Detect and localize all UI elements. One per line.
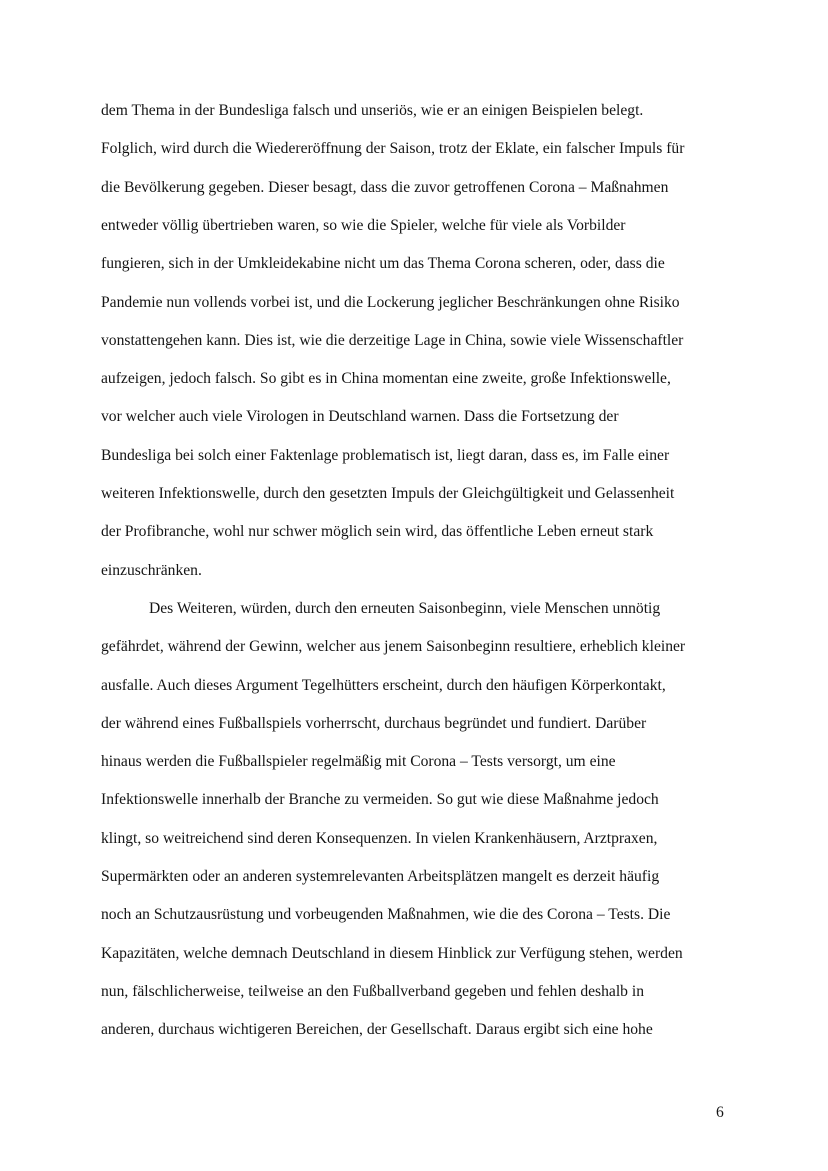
text-line: fungieren, sich in der Umkleidekabine nicht um das Thema Corona scheren, oder, dass die [101, 255, 665, 273]
text-line: Bundesliga bei solch einer Faktenlage problematisch ist, liegt daran, dass es, im Falle einer [101, 446, 670, 464]
text-line: Kapazitäten, welche demnach Deutschland in diesem Hinblick zur Verfügung stehen, werden [101, 944, 683, 962]
text-line: noch an Schutzausrüstung und vorbeugenden Maßnahmen, wie die des Corona – Tests. Die [101, 906, 671, 924]
page-number: 6 [716, 1104, 724, 1121]
text-line: Infektionswelle innerhalb der Branche zu vermeiden. So gut wie diese Maßnahme jedoch [101, 791, 659, 809]
text-line: ausfalle. Auch dieses Argument Tegelhütters erscheint, durch den häufigen Körperkontakt, [101, 676, 666, 694]
text-line: vor welcher auch viele Virologen in Deutschland warnen. Dass die Fortsetzung der [101, 408, 619, 426]
text-line: aufzeigen, jedoch falsch. So gibt es in China momentan eine zweite, große Infektionswelle, [101, 370, 671, 388]
text-line: gefährdet, während der Gewinn, welcher aus jenem Saisonbeginn resultiere, erheblich kleiner [101, 638, 686, 656]
text-line: Pandemie nun vollends vorbei ist, und die Lockerung jeglicher Beschränkungen ohne Risiko [101, 293, 680, 311]
text-line: dem Thema in der Bundesliga falsch und unseriös, wie er an einigen Beispielen belegt. [101, 102, 644, 119]
text-line: entweder völlig übertrieben waren, so wie die Spieler, welche für viele als Vorbilder [101, 216, 626, 234]
text-line: nun, fälschlicherweise, teilweise an den Fußballverband gegeben und fehlen deshalb in [101, 982, 645, 1000]
text-line: die Bevölkerung gegeben. Dieser besagt, dass die zuvor getroffenen Corona – Maßnahmen [101, 178, 669, 196]
text-line: Supermärkten oder an anderen systemrelevanten Arbeitsplätzen mangelt es derzeit häufig [101, 868, 660, 885]
text-line: der Profibranche, wohl nur schwer möglich sein wird, das öffentliche Leben erneut stark [101, 523, 654, 541]
text-line: klingt, so weitreichend sind deren Konsequenzen. In vielen Krankenhäusern, Arztpraxen, [101, 829, 658, 847]
text-line: der während eines Fußballspiels vorherrscht, durchaus begründet und fundiert. Darüber [101, 714, 647, 732]
text-line: weiteren Infektionswelle, durch den gesetzten Impuls der Gleichgültigkeit und Gelassenheit [101, 485, 675, 502]
text-line: hinaus werden die Fußballspieler regelmäßig mit Corona – Tests versorgt, um eine [101, 753, 616, 771]
text-line: vonstattengehen kann. Dies ist, wie die derzeitige Lage in China, sowie viele Wissenschaftler [101, 331, 684, 349]
text-line: anderen, durchaus wichtigeren Bereichen, der Gesellschaft. Daraus ergibt sich eine hohe [101, 1021, 653, 1039]
text-line: Des Weiteren, würden, durch den erneuten Saisonbeginn, viele Menschen unnötig [149, 599, 661, 617]
text-line: einzuschränken. [101, 561, 202, 579]
text-line: Folglich, wird durch die Wiedereröffnung der Saison, trotz der Eklate, ein falscher Impuls für [101, 140, 685, 158]
